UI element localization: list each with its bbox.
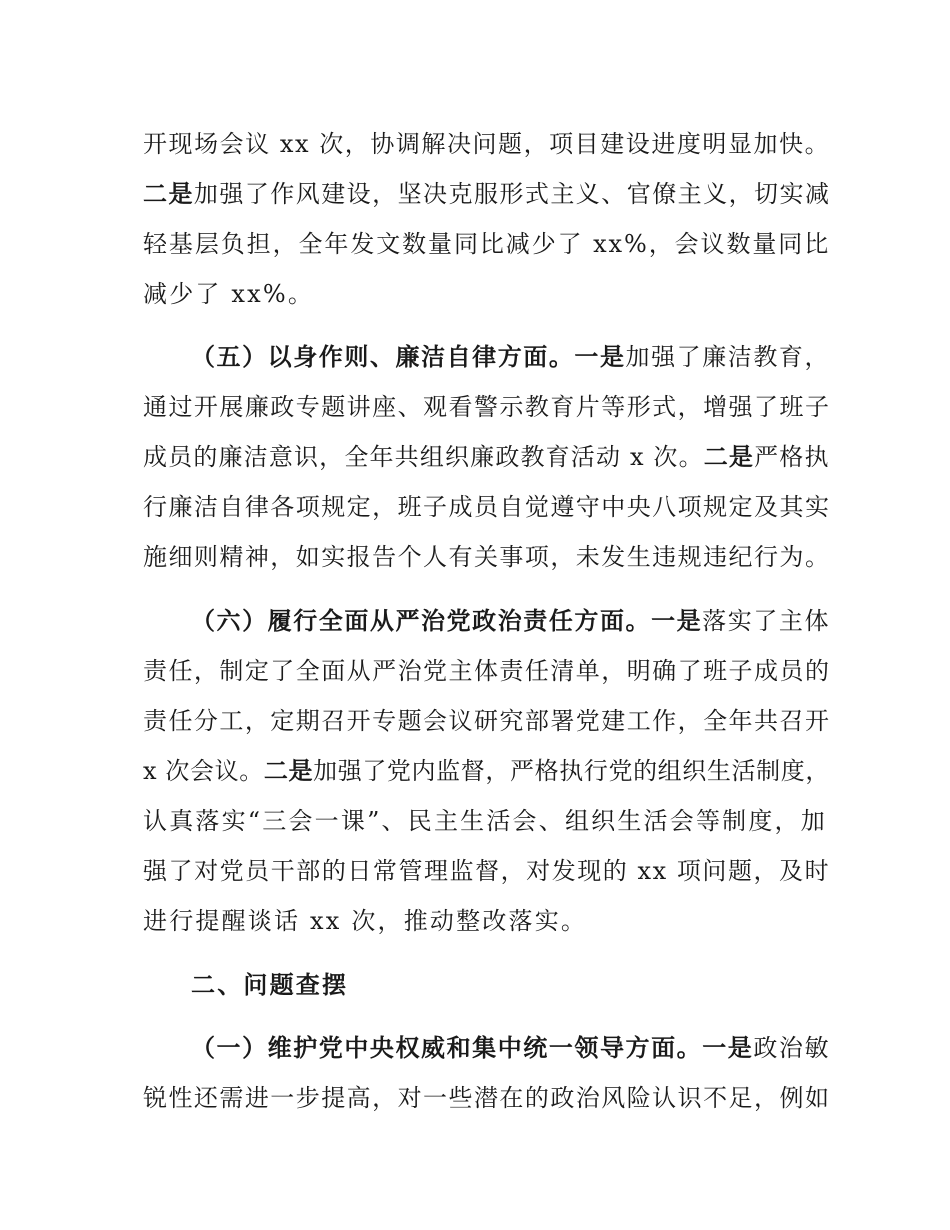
text-line: 成员的廉洁意识，全年共组织廉政教育活动 x 次。二是严格执 <box>143 443 830 471</box>
section-heading: 二、问题查摆 <box>191 971 349 999</box>
text-line: 轻基层负担，全年发文数量同比减少了 xx%，会议数量同比 <box>143 230 831 258</box>
text-line: 开现场会议 xx 次，协调解决问题，项目建设进度明显加快。 <box>143 130 831 158</box>
text-line: 减少了 xx%。 <box>143 280 315 308</box>
text-line: 进行提醒谈话 xx 次，推动整改落实。 <box>143 907 588 935</box>
text-line: 锐性还需进一步提高，对一些潜在的政治风险认识不足，例如 <box>143 1084 831 1112</box>
text-line: 认真落实“三会一课”、民主生活会、组织生活会等制度，加 <box>143 807 827 835</box>
text-line: （六）履行全面从严治党政治责任方面。一是落实了主体 <box>191 607 831 635</box>
text-line: x 次会议。二是加强了党内监督，严格执行党的组织生活制度， <box>143 757 830 785</box>
text-line: 责任分工，定期召开专题会议研究部署党建工作，全年共召开 <box>143 707 831 735</box>
text-line: （一）维护党中央权威和集中统一领导方面。一是政治敏 <box>191 1034 831 1062</box>
text-line: 强了对党员干部的日常管理监督，对发现的 xx 项问题，及时 <box>143 857 831 885</box>
text-line: 行廉洁自律各项规定，班子成员自觉遵守中央八项规定及其实 <box>143 493 831 521</box>
text-line: 施细则精神，如实报告个人有关事项，未发生违规违纪行为。 <box>143 543 831 571</box>
text-line: 通过开展廉政专题讲座、观看警示教育片等形式，增强了班子 <box>143 393 831 421</box>
text-line: 责任，制定了全面从严治党主体责任清单，明确了班子成员的 <box>143 657 831 685</box>
text-line: 二是加强了作风建设，坚决克服形式主义、官僚主义，切实减 <box>143 180 831 208</box>
text-line: （五）以身作则、廉洁自律方面。一是加强了廉洁教育， <box>191 343 831 371</box>
